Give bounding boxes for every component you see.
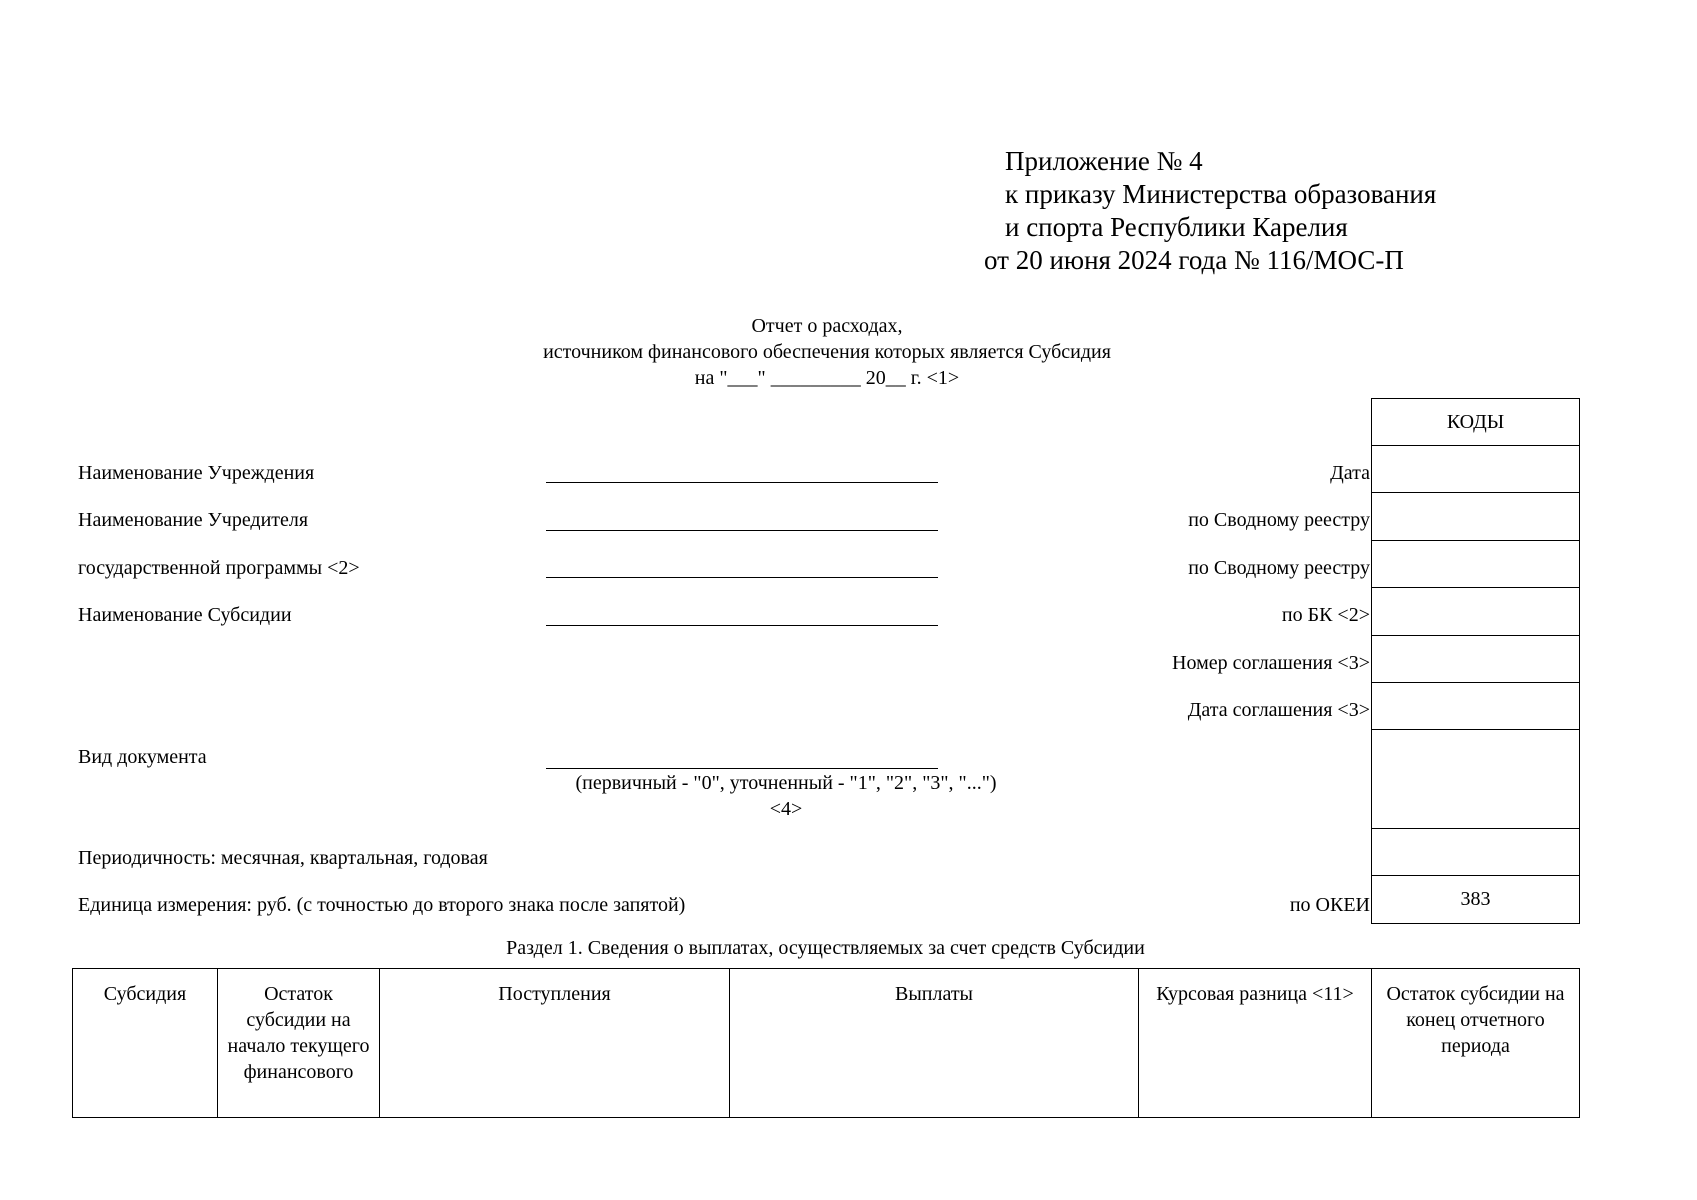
okei-label: по ОКЕИ xyxy=(1289,894,1370,916)
code-registry-cell-2[interactable] xyxy=(1372,541,1579,588)
institution-line[interactable] xyxy=(546,482,938,483)
periodicity-label: Периодичность: месячная, квартальная, годовая xyxy=(78,847,488,869)
institution-label: Наименование Учреждения xyxy=(78,462,315,484)
founder-label: Наименование Учредителя xyxy=(78,509,309,531)
doc-type-note: (первичный - "0", уточненный - "1", "2", "3", "...") xyxy=(575,772,997,794)
code-agreement-date-cell[interactable] xyxy=(1372,683,1579,730)
col-exchange-difference: Курсовая разница <11> xyxy=(1139,969,1372,1118)
payments-table xyxy=(72,968,1580,1118)
appendix-header xyxy=(984,145,1437,277)
program-label: государственной программы <2> xyxy=(78,557,360,579)
registry-label-2: по Сводному реестру xyxy=(1188,557,1370,579)
agreement-number-label: Номер соглашения <3> xyxy=(1172,652,1370,674)
code-periodicity-cell[interactable] xyxy=(1372,829,1579,876)
doc-type-line[interactable] xyxy=(546,768,938,769)
doc-type-label: Вид документа xyxy=(78,746,207,768)
subsidy-label: Наименование Субсидии xyxy=(78,604,292,626)
report-title xyxy=(450,313,1204,391)
appendix-date: от 20 июня 2024 года № 116/МОС-П xyxy=(984,245,1404,275)
appendix-ministry: и спорта Республики Карелия xyxy=(1005,212,1348,242)
appendix-order: к приказу Министерства образования xyxy=(1005,179,1437,209)
section1-title: Раздел 1. Сведения о выплатах, осуществляемых за счет средств Субсидии xyxy=(506,937,1145,959)
bk-label: по БК <2> xyxy=(1281,604,1370,626)
codes-box xyxy=(1371,398,1580,924)
appendix-number: Приложение № 4 xyxy=(1005,146,1203,176)
col-closing-balance: Остаток субсидии на конец отчетного периода xyxy=(1372,969,1580,1118)
table-header-row xyxy=(73,969,1580,1118)
col-receipts: Поступления xyxy=(380,969,730,1118)
code-doc-type-cell[interactable] xyxy=(1372,730,1579,829)
program-line[interactable] xyxy=(546,577,938,578)
col-payments: Выплаты xyxy=(730,969,1139,1118)
unit-label: Единица измерения: руб. (с точностью до второго знака после запятой) xyxy=(78,894,686,916)
subsidy-line[interactable] xyxy=(546,625,938,626)
code-okei-cell: 383 xyxy=(1460,888,1491,910)
registry-label-1: по Сводному реестру xyxy=(1188,509,1370,531)
report-title-line1: Отчет о расходах, xyxy=(751,315,903,337)
doc-type-note-ref: <4> xyxy=(769,798,803,820)
code-bk-cell[interactable] xyxy=(1372,588,1579,636)
codes-header: КОДЫ xyxy=(1372,399,1579,446)
report-title-line2: источником финансового обеспечения которых является Субсидия xyxy=(543,341,1111,363)
date-label: Дата xyxy=(1330,462,1370,484)
col-opening-balance: Остаток субсидии на начало текущего финансового xyxy=(218,969,380,1118)
report-title-line3: на "___" _________ 20__ г. <1> xyxy=(694,367,960,389)
col-subsidy: Субсидия xyxy=(73,969,218,1118)
code-registry-cell-1[interactable] xyxy=(1372,493,1579,541)
code-date-cell[interactable] xyxy=(1372,446,1579,493)
founder-line[interactable] xyxy=(546,530,938,531)
code-agreement-number-cell[interactable] xyxy=(1372,636,1579,683)
agreement-date-label: Дата соглашения <3> xyxy=(1187,699,1370,721)
